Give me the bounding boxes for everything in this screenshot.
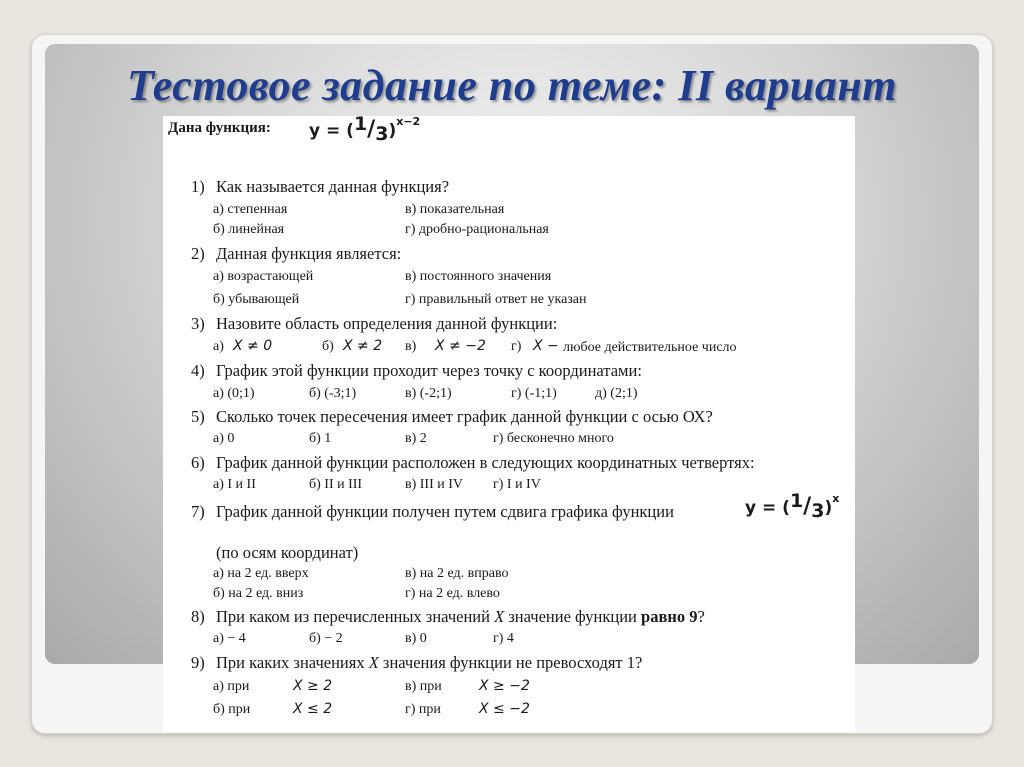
question-4-option-g: г) (-1;1) (511, 386, 557, 401)
question-9-option-a-value: X ≥ 2 (293, 678, 333, 694)
question-8: 8) При каком из перечисленных значений X значение функции равно 9? (191, 607, 705, 626)
question-3-option-g-label: г) (511, 339, 522, 354)
question-9-option-b-label: б) при (213, 702, 251, 717)
question-1-option-b: б) линейная (213, 222, 285, 237)
question-6-option-v: в) III и IV (405, 477, 464, 492)
question-1-option-g: г) дробно-рациональная (405, 222, 549, 237)
test-document (163, 113, 855, 732)
question-7-option-b: б) на 2 ед. вниз (213, 586, 304, 601)
question-5-option-b: б) 1 (309, 431, 332, 446)
question-9-option-v-value: X ≥ −2 (479, 678, 530, 694)
question-1-option-a: а) степенная (213, 202, 288, 217)
question-2-option-v: в) постоянного значения (405, 269, 552, 284)
slide-title: Тестовое задание по теме: II вариант (126, 61, 898, 110)
question-2-option-g: г) правильный ответ не указан (405, 292, 587, 307)
question-6: 6) График данной функции расположен в следующих координатных четвертях: (191, 453, 755, 472)
question-9-option-g-value: X ≤ −2 (479, 701, 530, 717)
question-1-option-v: в) показательная (405, 202, 505, 217)
question-4-option-a: а) (0;1) (213, 386, 255, 401)
question-6-option-g: г) I и IV (493, 477, 541, 492)
question-4-option-d: д) (2;1) (595, 386, 638, 401)
question-2-option-b: б) убывающей (213, 292, 300, 307)
main-function-formula: $y = (1/3)^{x-2}$ (309, 113, 421, 145)
question-7-function-formula: $y = (1/3)^x$ (745, 490, 840, 522)
question-3-option-b-label: б) (322, 339, 334, 354)
question-6-option-b: б) II и III (309, 477, 363, 492)
question-3-option-a-value: X ≠ 0 (233, 338, 273, 354)
question-3-option-v-label: в) (405, 339, 417, 354)
question-5-option-g: г) бесконечно много (493, 431, 614, 446)
question-4-option-v: в) (-2;1) (405, 386, 452, 401)
question-2-option-a: а) возрастающей (213, 269, 314, 284)
question-3-option-g-text: любое действительное число (563, 340, 737, 355)
question-9-option-b-value: X ≤ 2 (293, 701, 333, 717)
question-9-option-a-label: а) при (213, 679, 250, 694)
question-9-option-g-label: г) при (405, 702, 441, 717)
question-3-option-g-value: X − (533, 338, 559, 354)
question-3-option-v-value: X ≠ −2 (435, 338, 486, 354)
question-4: 4) График этой функции проходит через точку с координатами: (191, 361, 642, 380)
question-2: 2) Данная функция является: (191, 244, 402, 263)
question-9-option-v-label: в) при (405, 679, 442, 694)
question-8-option-b: б) − 2 (309, 631, 343, 646)
question-7-option-v: в) на 2 ед. вправо (405, 566, 509, 581)
question-4-option-b: б) (-3;1) (309, 386, 357, 401)
question-7-continuation: (по осям координат) (216, 543, 359, 562)
question-1: 1) Как называется данная функция? (191, 177, 450, 196)
question-3: 3) Назовите область определения данной функции: (191, 314, 558, 333)
question-3-option-a-label: а) (213, 339, 224, 354)
question-9: 9) При каких значениях X значения функции не превосходят 1? (191, 653, 643, 672)
given-label: Дана функция: (168, 120, 271, 136)
question-5: 5) Сколько точек пересечения имеет график данной функции с осью ОХ? (191, 407, 713, 426)
question-8-option-a: а) − 4 (213, 631, 246, 646)
question-8-option-v: в) 0 (405, 631, 427, 646)
question-5-option-v: в) 2 (405, 431, 427, 446)
question-5-option-a: а) 0 (213, 431, 235, 446)
question-8-option-g: г) 4 (493, 631, 514, 646)
question-7: 7) График данной функции получен путем сдвига графика функции (191, 502, 674, 521)
question-6-option-a: а) I и II (213, 477, 256, 492)
question-7-option-g: г) на 2 ед. влево (405, 586, 500, 601)
question-7-option-a: а) на 2 ед. вверх (213, 566, 309, 581)
question-3-option-b-value: X ≠ 2 (343, 338, 383, 354)
